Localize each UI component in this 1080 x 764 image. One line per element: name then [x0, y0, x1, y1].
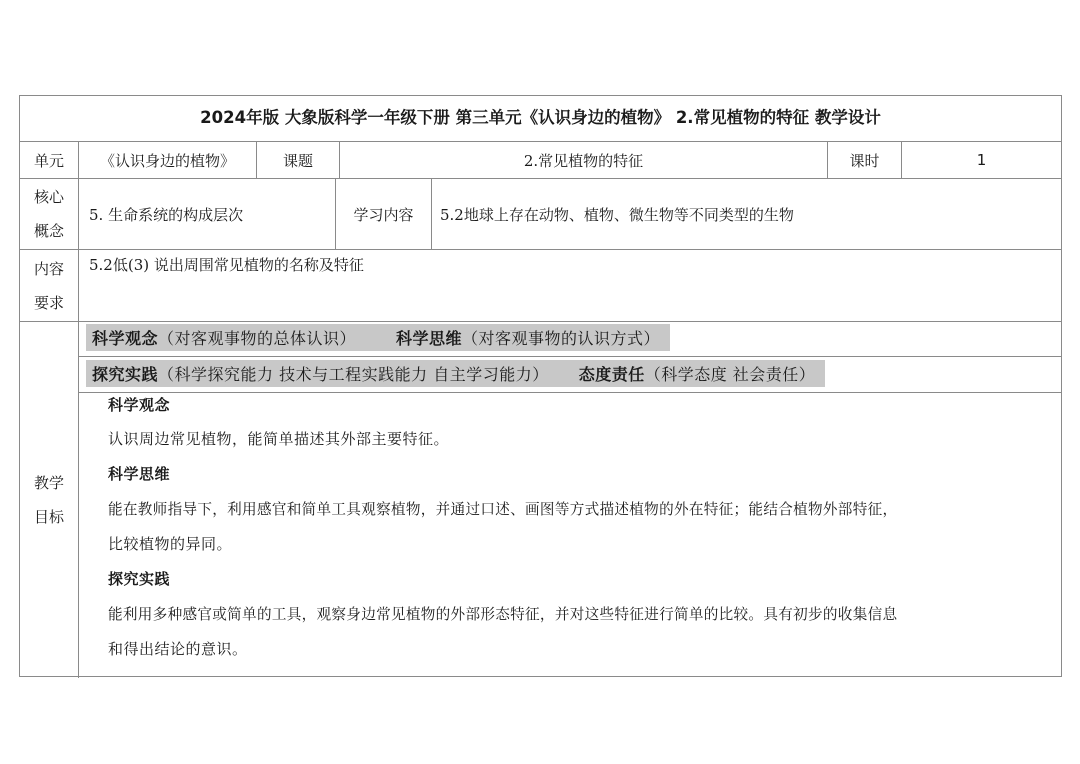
teaching-objectives-label-line2: 目标: [33, 508, 64, 526]
science-concept-text: 认识周边常见植物，能简单描述其外部主要特征。: [108, 430, 450, 448]
science-thinking-tag: 科学思维: [396, 329, 463, 348]
core-concept-value: 5. 生命系统的构成层次: [79, 179, 336, 249]
teaching-objectives-label: [20, 322, 79, 678]
title-row: [20, 96, 1061, 142]
content-requirement-label-line2: 要求: [33, 293, 64, 312]
content-requirement-row: [20, 250, 1061, 322]
teaching-objectives-row: [20, 322, 1061, 678]
core-concept-row: [20, 179, 1061, 250]
document-title: 2024年版 大象版科学一年级下册 第三单元《认识身边的植物》 2.常见植物的特征 教学设计: [200, 108, 881, 127]
science-concept-desc: （对客观事物的总体认识）: [158, 329, 357, 348]
bar-divider-1: [79, 356, 1061, 357]
learning-content-value: 5.2地球上存在动物、植物、微生物等不同类型的生物: [440, 205, 794, 224]
teaching-objectives-label-line1: 教学: [33, 474, 64, 492]
content-requirement-label-line1: 内容: [33, 259, 64, 278]
inquiry-practice-heading: 探究实践: [108, 570, 171, 588]
science-thinking-heading: 科学思维: [108, 465, 171, 483]
topic-label: 课题: [257, 142, 340, 178]
unit-value: 《认识身边的植物》: [79, 142, 257, 178]
inquiry-practice-desc: （科学探究能力 技术与工程实践能力 自主学习能力）: [158, 365, 549, 384]
attitude-responsibility-desc: （科学态度 社会责任）: [644, 365, 816, 384]
core-concept-label: [20, 179, 79, 249]
attitude-responsibility-tag: 态度责任: [578, 365, 645, 384]
core-concept-label-line1: 核心: [33, 188, 64, 206]
literacy-bar-2: [86, 360, 825, 387]
literacy-bar-2-box: [86, 360, 825, 387]
literacy-bar-1: [86, 324, 670, 351]
inquiry-practice-text-line2: 和得出结论的意识。: [108, 640, 248, 658]
science-thinking-text-line1: 能在教师指导下，利用感官和简单工具观察植物，并通过口述、画图等方式描述植物的外在特征；能结合植物外部特征，: [108, 501, 898, 518]
science-concept-tag: 科学观念: [92, 329, 159, 348]
unit-row: [20, 142, 1061, 179]
literacy-bar-1-box: [86, 324, 670, 351]
science-thinking-desc: （对客观事物的认识方式）: [462, 329, 661, 348]
unit-label: 单元: [20, 142, 79, 178]
content-requirement-value: 5.2低(3) 说出周围常见植物的名称及特征: [89, 256, 364, 274]
hours-label: 课时: [828, 142, 902, 178]
core-concept-label-line2: 概念: [33, 222, 64, 240]
inquiry-practice-text-line1: 能利用多种感官或简单的工具，观察身边常见植物的外部形态特征，并对这些特征进行简单的比较。具有初步的收集信息: [108, 606, 898, 623]
bar-divider-2: [79, 392, 1061, 393]
content-requirement-label: [20, 250, 79, 321]
topic-value: 2.常见植物的特征: [340, 142, 828, 178]
learning-content-label: 学习内容: [336, 179, 432, 249]
lesson-plan-table: [19, 95, 1062, 677]
science-thinking-text-line2: 比较植物的异同。: [108, 535, 233, 553]
inquiry-practice-tag: 探究实践: [92, 365, 159, 384]
science-concept-heading: 科学观念: [108, 396, 171, 414]
hours-value: 1: [976, 151, 987, 169]
